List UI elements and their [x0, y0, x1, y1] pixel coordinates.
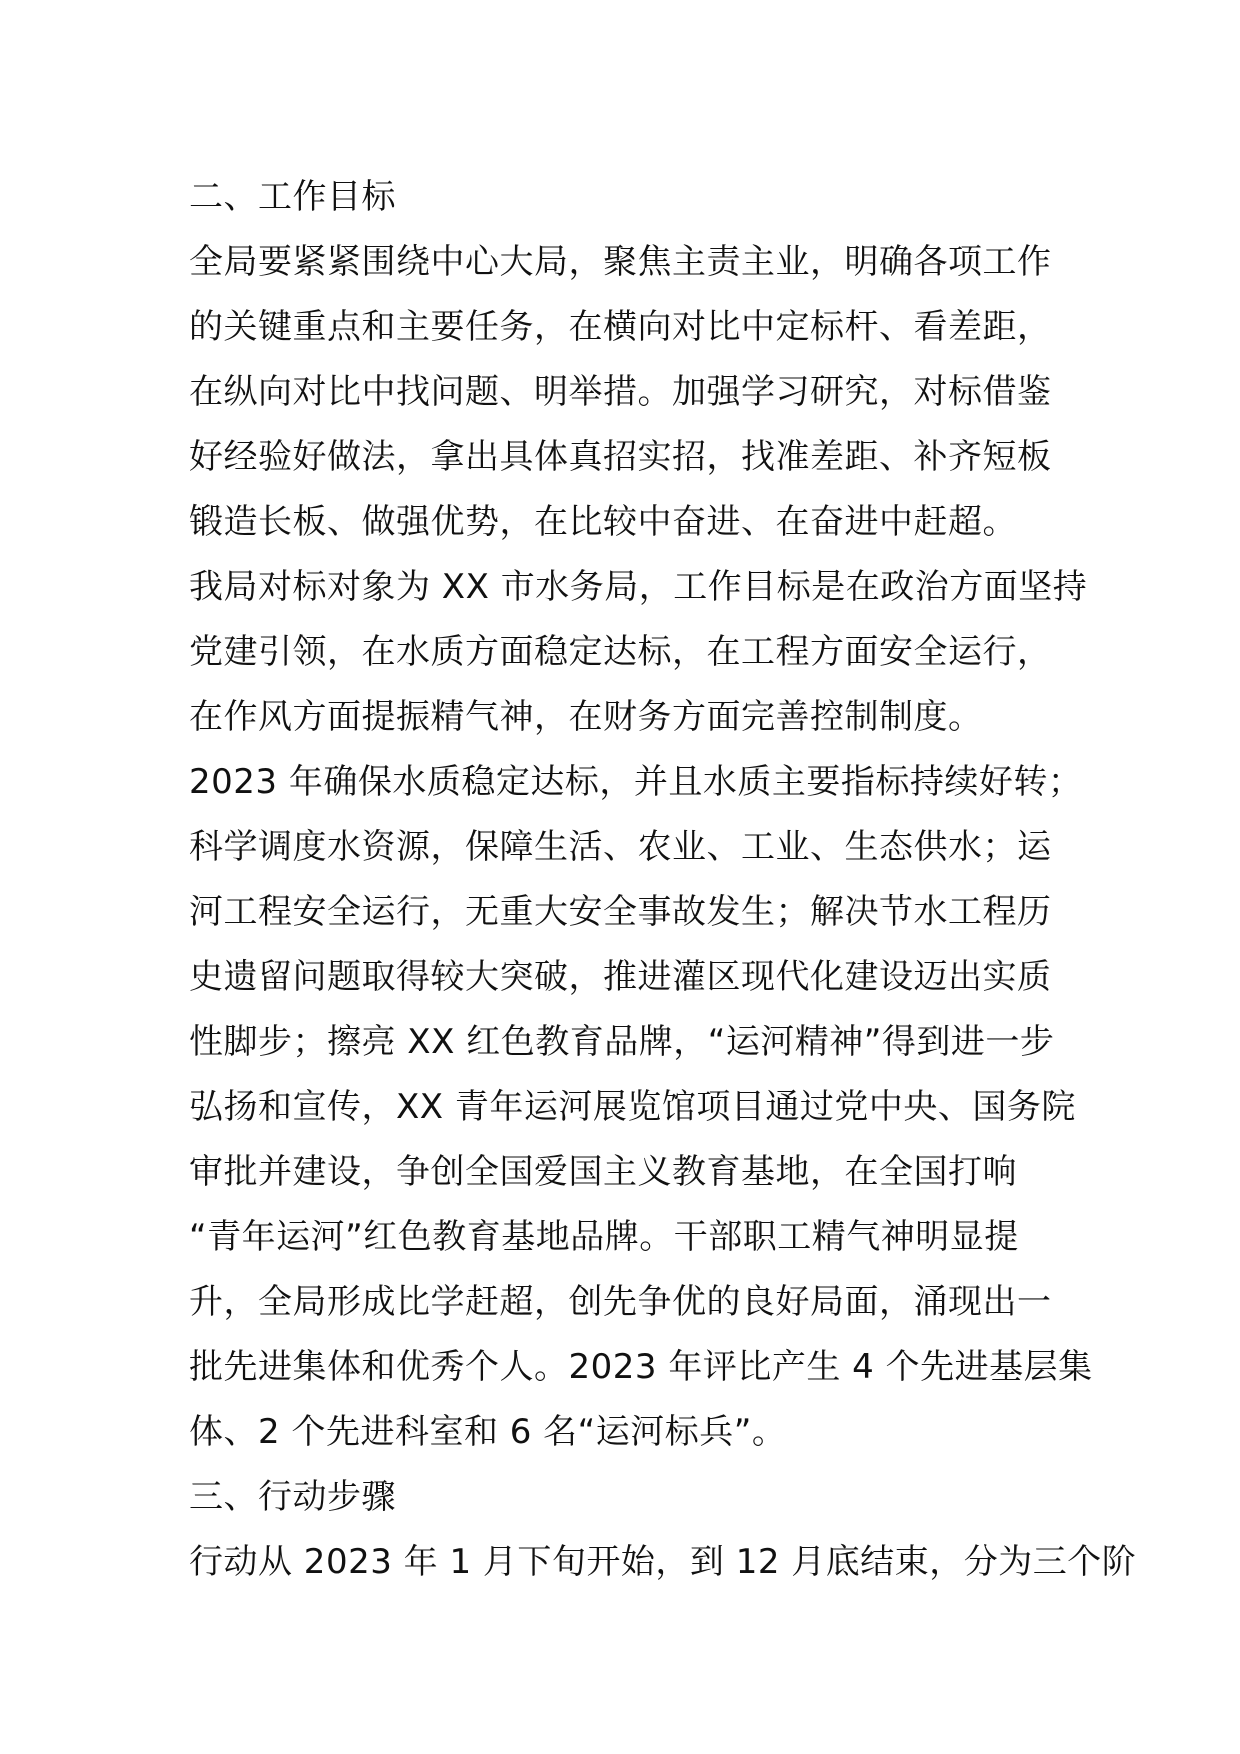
paragraph-line: 弘扬和宣传，XX 青年运河展览馆项目通过党中央、国务院 [189, 1087, 1076, 1127]
paragraph-line: 河工程安全运行，无重大安全事故发生；解决节水工程历 [189, 892, 1052, 932]
paragraph-line: 在作风方面提振精气神，在财务方面完善控制制度。 [189, 697, 983, 737]
paragraph-line: 全局要紧紧围绕中心大局，聚焦主责主业，明确各项工作 [189, 242, 1052, 282]
paragraph-line: 性脚步；擦亮 XX 红色教育品牌，“运河精神”得到进一步 [189, 1022, 1055, 1062]
paragraph-line: 批先进集体和优秀个人。2023 年评比产生 4 个先进基层集 [189, 1347, 1093, 1387]
paragraph-line: 的关键重点和主要任务，在横向对比中定标杆、看差距， [189, 307, 1052, 347]
document-body [189, 165, 1137, 1595]
paragraph-line: 审批并建设，争创全国爱国主义教育基地，在全国打响 [189, 1152, 1017, 1192]
section-heading-work-goals: 二、工作目标 [189, 177, 396, 217]
paragraph-line: 2023 年确保水质稳定达标，并且水质主要指标持续好转； [189, 762, 1083, 802]
paragraph-line: “青年运河”红色教育基地品牌。干部职工精气神明显提 [189, 1217, 1019, 1257]
paragraph-line: 在纵向对比中找问题、明举措。加强学习研究，对标借鉴 [189, 372, 1052, 412]
paragraph-line: 史遗留问题取得较大突破，推进灌区现代化建设迈出实质 [189, 957, 1052, 997]
section-heading-action-steps: 三、行动步骤 [189, 1477, 396, 1517]
paragraph-line: 升，全局形成比学赶超，创先争优的良好局面，涌现出一 [189, 1282, 1052, 1322]
paragraph-line: 锻造长板、做强优势，在比较中奋进、在奋进中赶超。 [189, 502, 1017, 542]
paragraph-line: 党建引领，在水质方面稳定达标，在工程方面安全运行， [189, 632, 1052, 672]
paragraph-line: 体、2 个先进科室和 6 名“运河标兵”。 [189, 1412, 787, 1452]
paragraph-line: 科学调度水资源，保障生活、农业、工业、生态供水；运 [189, 827, 1052, 867]
paragraph-line: 好经验好做法，拿出具体真招实招，找准差距、补齐短板 [189, 437, 1052, 477]
paragraph-line: 行动从 2023 年 1 月下旬开始，到 12 月底结束，分为三个阶 [189, 1542, 1137, 1582]
paragraph-line: 我局对标对象为 XX 市水务局，工作目标是在政治方面坚持 [189, 567, 1088, 607]
